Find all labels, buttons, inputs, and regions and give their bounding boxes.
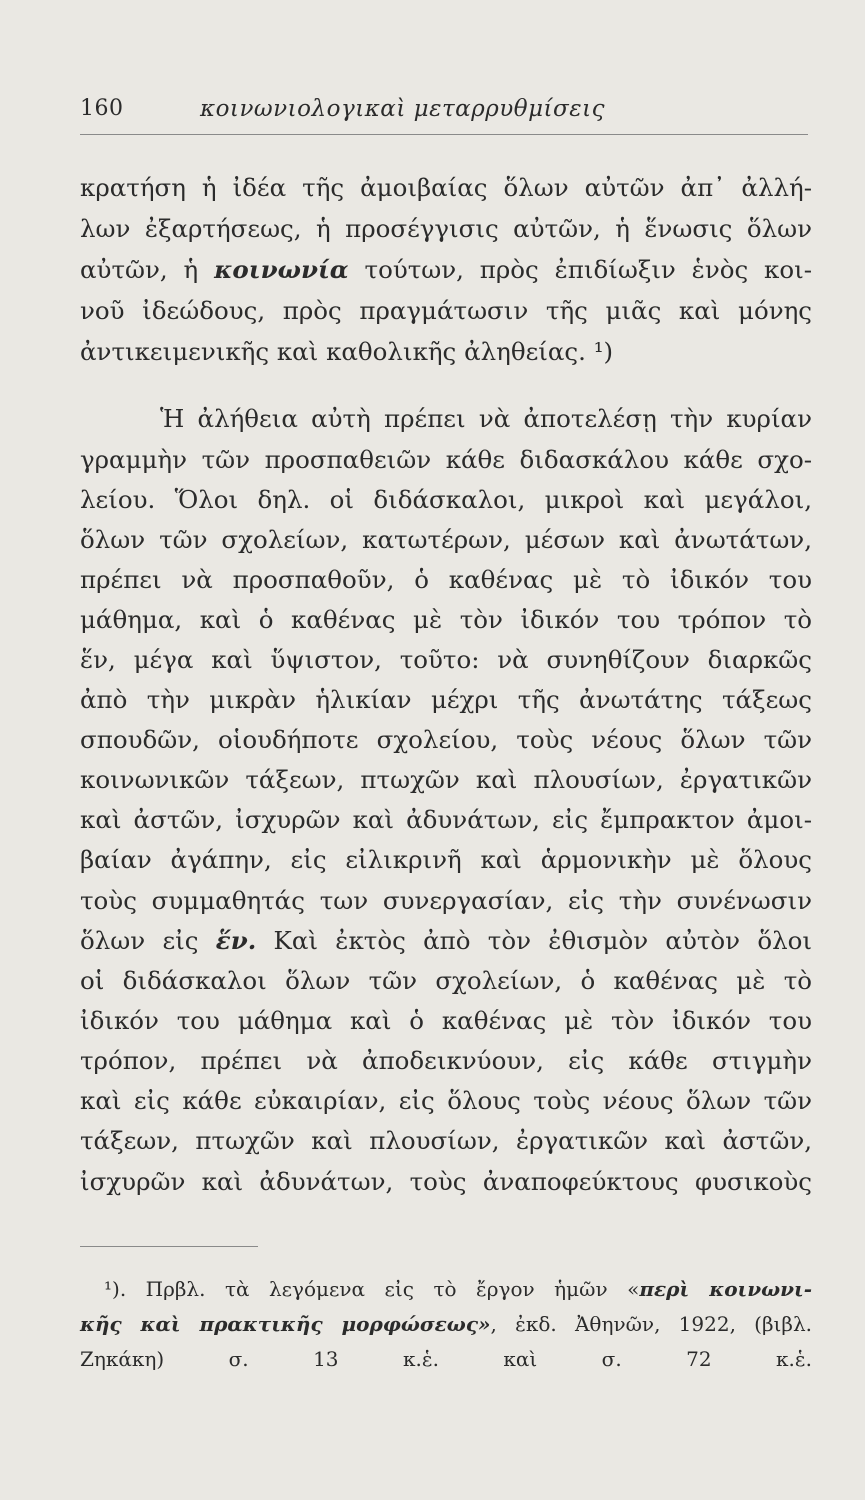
text-line: λων ἐξαρτήσεως, ἡ προσέγγισις αὐτῶν, ἡ ἕνωσις ὅλων	[80, 214, 812, 243]
text-line: ὅλων τῶν σχολείων, κατωτέρων, μέσων καὶ ἀνωτάτων,	[80, 525, 812, 554]
text-run: ¹). Πρβλ. τὰ λεγόμενα εἰς τὸ ἔργον ἡμῶν «	[104, 1277, 640, 1301]
text-line: ἀπὸ τὴν μικρὰν ἡλικίαν μέχρι τῆς ἀνωτάτης τάξεως	[80, 685, 812, 714]
footnote-line	[80, 1309, 812, 1339]
text-run: Καὶ ἐκτὸς ἀπὸ τὸν ἐθισμὸν αὐτὸν ὅλοι	[256, 926, 812, 955]
text-line: σπουδῶν, οἱουδήποτε σχολείου, τοὺς νέους ὅλων τῶν	[80, 725, 812, 754]
text-line: βαίαν ἀγάπην, εἰς εἰλικρινῆ καὶ ἁρμονικὴν μὲ ὅλους	[80, 845, 812, 874]
emphasized-term: ἕν.	[215, 926, 257, 955]
text-line: ἕν, μέγα καὶ ὕψιστον, τοῦτο: νὰ συνηθίζουν διαρκῶς	[80, 645, 812, 674]
text-line: ἰδικόν του μάθημα καὶ ὁ καθένας μὲ τὸν ἰδικόν του	[80, 1006, 812, 1035]
text-line: τοὺς συμμαθητάς των συνεργασίαν, εἰς τὴν συνένωσιν	[80, 886, 812, 915]
text-line: μάθημα, καὶ ὁ καθένας μὲ τὸν ἰδικόν του τρόπον τὸ	[80, 605, 812, 634]
text-line: τρόπον, πρέπει νὰ ἀποδεικνύουν, εἰς κάθε στιγμὴν	[80, 1046, 812, 1075]
text-line: κρατήση ἡ ἰδέα τῆς ἀμοιβαίας ὅλων αὐτῶν ἀπ᾽ ἀλλή-	[80, 173, 812, 202]
text-line: νοῦ ἰδεώδους, πρὸς πραγμάτωσιν τῆς μιᾶς καὶ μόνης	[80, 296, 812, 325]
header-rule	[80, 134, 808, 135]
text-line: καὶ εἰς κάθε εὐκαιρίαν, εἰς ὅλους τοὺς νέους ὅλων τῶν	[80, 1086, 812, 1115]
emphasized-term: περὶ κοινωνι-	[639, 1277, 812, 1301]
text-line: κοινωνικῶν τάξεων, πτωχῶν καὶ πλουσίων, ἐργατικῶν	[80, 765, 812, 794]
running-title: κοινωνιολογικαὶ μεταρρυθμίσεις	[200, 96, 605, 122]
text-run: τούτων, πρὸς ἐπιδίωξιν ἑνὸς κοι-	[348, 255, 813, 284]
footnote-line: Ζηκάκη) σ. 13 κ.ἑ. καὶ σ. 72 κ.ἑ.	[80, 1347, 812, 1371]
text-line: καὶ ἀστῶν, ἰσχυρῶν καὶ ἀδυνάτων, εἰς ἔμπρακτον ἀμοι-	[80, 805, 812, 834]
text-run: ὅλων εἰς	[80, 926, 216, 955]
text-line: τάξεων, πτωχῶν καὶ πλουσίων, ἐργατικῶν καὶ ἀστῶν,	[80, 1126, 812, 1155]
footnote-rule	[80, 1246, 258, 1247]
running-head	[80, 96, 810, 136]
text-line: λείου. Ὅλοι δηλ. οἱ διδάσκαλοι, μικροὶ καὶ μεγάλοι,	[80, 485, 812, 514]
text-line	[80, 252, 812, 288]
text-run: , ἐκδ. Ἀθηνῶν, 1922, (βιβλ.	[490, 1312, 812, 1336]
text-line: πρέπει νὰ προσπαθοῦν, ὁ καθένας μὲ τὸ ἰδικόν του	[80, 565, 812, 594]
page-number: 160	[80, 96, 124, 121]
emphasized-term: κῆς καὶ πρακτικῆς μορφώσεως»	[80, 1312, 491, 1336]
emphasized-term: κοινωνία	[214, 255, 349, 284]
text-line: οἱ διδάσκαλοι ὅλων τῶν σχολείων, ὁ καθένας μὲ τὸ	[80, 966, 812, 995]
text-line: Ἡ ἀλήθεια αὐτὴ πρέπει νὰ ἀποτελέσῃ τὴν κυρίαν	[160, 404, 812, 433]
text-run: αὐτῶν, ἡ	[80, 255, 215, 284]
text-line: ἀντικειμενικῆς καὶ καθολικῆς ἀληθείας. ¹)	[80, 337, 614, 366]
text-line: ἰσχυρῶν καὶ ἀδυνάτων, τοὺς ἀναποφεύκτους φυσικοὺς	[80, 1167, 812, 1196]
text-line	[80, 923, 812, 959]
text-line: γραμμὴν τῶν προσπαθειῶν κάθε διδασκάλου κάθε σχο-	[80, 445, 812, 474]
footnote-line	[104, 1274, 812, 1304]
